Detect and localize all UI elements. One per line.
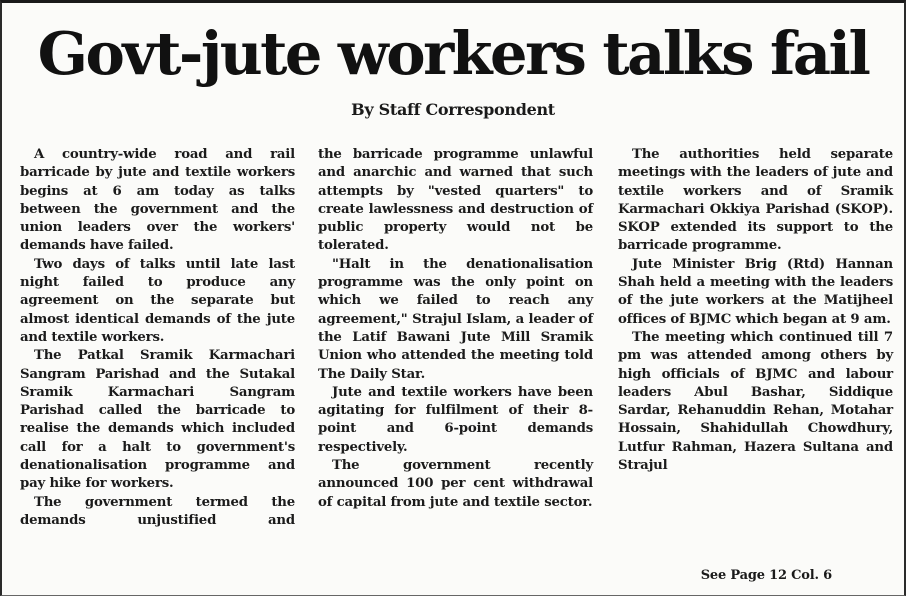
paragraph: "Halt in the denationalisation programme was the only point on which we failed to reach any agreement," Strajul Islam, a leader of the Latif Bawani Jute Mill Sramik Union who attended the meeting told The Daily Star. <box>318 256 593 382</box>
paragraph: The meeting which continued till 7 pm was attended among others by high officials of BJMC and labour leaders Abul Bashar, Siddique Sardar, Rehanuddin Rehan, Motahar Hossain, Shahidullah Chowdhury, Lutfur Rahman, Hazera Sultana and Strajul <box>618 329 893 474</box>
paragraph: The government termed the demands unjustified and <box>20 494 295 528</box>
byline: By Staff Correspondent <box>351 100 555 119</box>
paragraph: A country-wide road and rail barricade by jute and textile workers begins at 6 am today as talks between the government and the union leaders over the workers' demands have failed. <box>20 147 295 254</box>
paragraph: The authorities held separate meetings with the leaders of jute and textile workers and of Sramik Karmachari Okkiya Parishad (SKOP). SKOP extended its support to the barricade programme. <box>618 147 893 254</box>
paragraph: the barricade programme unlawful and anarchic and warned that such attempts by "vested quarters" to create lawlessness and destruction of public property would not be tolerated. <box>318 147 593 254</box>
paragraph: Jute Minister Brig (Rtd) Hannan Shah held a meeting with the leaders of the jute workers at the Matijheel offices of BJMC which began at 9 am. <box>618 256 893 327</box>
article-column-3 <box>618 146 893 475</box>
paragraph: The government recently announced 100 per cent withdrawal of capital from jute and textile sector. <box>318 458 593 510</box>
headline: Govt-jute workers talks fail <box>37 19 869 88</box>
article-column-1 <box>20 146 295 530</box>
paragraph: Two days of talks until late last night failed to produce any agreement on the separate but almost identical demands of the jute and textile workers. <box>20 256 295 345</box>
paragraph: The Patkal Sramik Karmachari Sangram Parishad and the Sutakal Sramik Karmachari Sangram Parishad called the barricade to realise the demands which included call for a halt to government's denationalisation programme and pay hike for workers. <box>20 348 295 492</box>
article-column-2 <box>318 146 593 512</box>
continuation-note: See Page 12 Col. 6 <box>700 568 832 583</box>
paragraph: Jute and textile workers have been agitating for fulfilment of their 8-point and 6-point demands respectively. <box>318 384 593 455</box>
